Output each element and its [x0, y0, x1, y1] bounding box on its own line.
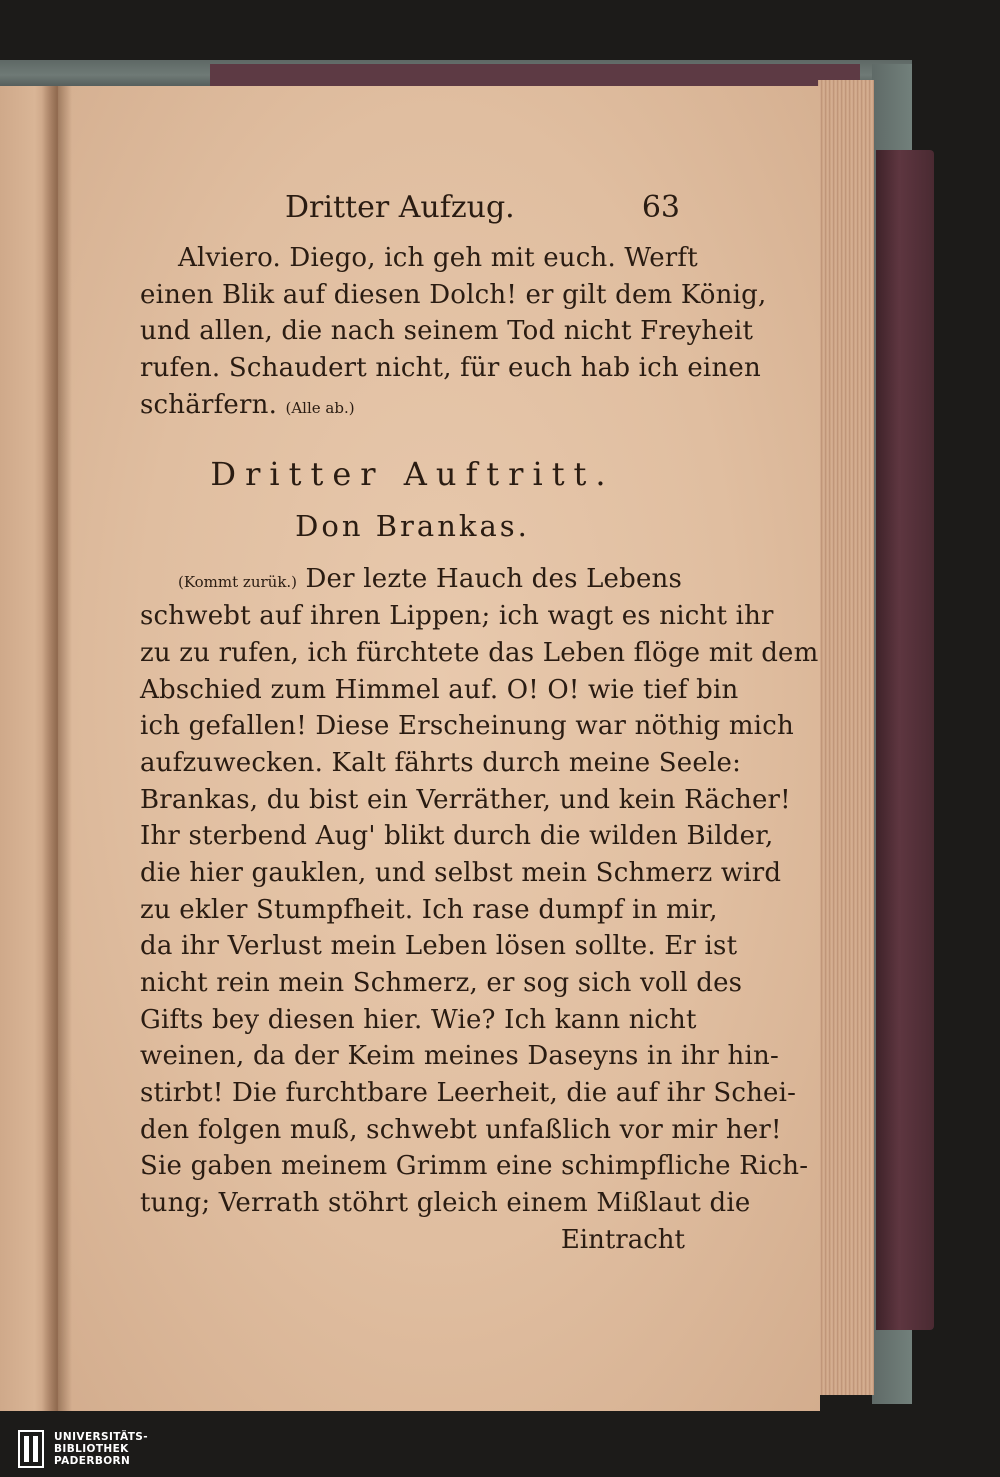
text-line: Alviero. Diego, ich geh mit euch. Werft	[178, 243, 698, 273]
library-logo-icon	[18, 1430, 44, 1468]
library-name-line: PADERBORN	[54, 1455, 131, 1467]
text-line: die hier gauklen, und selbst mein Schmerz wird	[140, 857, 782, 888]
text-line: stirbt! Die furchtbare Leerheit, die auf ihr Schei-	[140, 1078, 797, 1109]
text-line: aufzuwecken. Kalt fährts durch meine Seele:	[140, 747, 742, 778]
page-text	[140, 180, 819, 1258]
text-line: nicht rein mein Schmerz, er sog sich voll des	[140, 968, 743, 998]
page-number: 63	[641, 190, 680, 225]
running-header	[140, 180, 685, 240]
library-name-line: UNIVERSITÄTS-	[54, 1431, 149, 1443]
text-line: ich gefallen! Diese Erscheinung war nöthig mich	[140, 711, 794, 742]
text-line-words: schärfern.	[140, 389, 278, 420]
stage-direction: (Kommt zurük.)	[178, 573, 298, 592]
book-gutter	[42, 86, 72, 1411]
library-name-line: BIBLIOTHEK	[54, 1443, 129, 1455]
text-line: zu ekler Stumpfheit. Ich rase dumpf in mir,	[140, 894, 718, 925]
catchword: Eintracht	[560, 1224, 685, 1255]
text-line: Abschied zum Himmel auf. O! O! wie tief bin	[140, 674, 739, 705]
text-line: rufen. Schaudert nicht, für euch hab ich einen	[140, 353, 761, 384]
text-line: und allen, die nach seinem Tod nicht Freyheit	[140, 316, 754, 347]
book-cover-band	[210, 64, 860, 86]
text-line: weinen, da der Keim meines Daseyns in ihr hin-	[140, 1041, 779, 1072]
book-cover-right	[876, 150, 934, 1330]
text-line-words: Der lezte Hauch des Lebens	[305, 564, 683, 595]
text-line: den folgen muß, schwebt unfaßlich vor mir her!	[140, 1114, 782, 1145]
text-line: zu zu rufen, ich fürchtete das Leben flöge mit dem	[140, 637, 819, 668]
text-line: da ihr Verlust mein Leben lösen sollte. Er ist	[140, 931, 738, 962]
running-title: Dritter Aufzug.	[285, 190, 515, 225]
text-line: Brankas, du bist ein Verräther, und kein Rächer!	[140, 784, 791, 815]
library-logo	[18, 1428, 218, 1474]
text-line	[140, 561, 685, 598]
text-line: Sie gaben meinem Grimm eine schimpfliche Rich-	[140, 1151, 809, 1182]
stage-direction: (Alle ab.)	[285, 398, 355, 417]
text-line: Ihr sterbend Aug' blikt durch die wilden Bilder,	[140, 821, 774, 852]
text-line	[140, 387, 685, 424]
text-line: einen Blik auf diesen Dolch! er gilt dem König,	[140, 279, 767, 310]
scene-heading: Dritter Auftritt.	[210, 455, 615, 494]
page-edges	[818, 80, 874, 1395]
speaker-name: Don Brankas.	[295, 509, 530, 544]
text-line: schwebt auf ihren Lippen; ich wagt es nicht ihr	[140, 601, 774, 632]
text-line: tung; Verrath stöhrt gleich einem Mißlaut die	[140, 1188, 751, 1219]
text-line: Gifts bey diesen hier. Wie? Ich kann nicht	[140, 1004, 697, 1035]
library-name	[54, 1431, 148, 1467]
